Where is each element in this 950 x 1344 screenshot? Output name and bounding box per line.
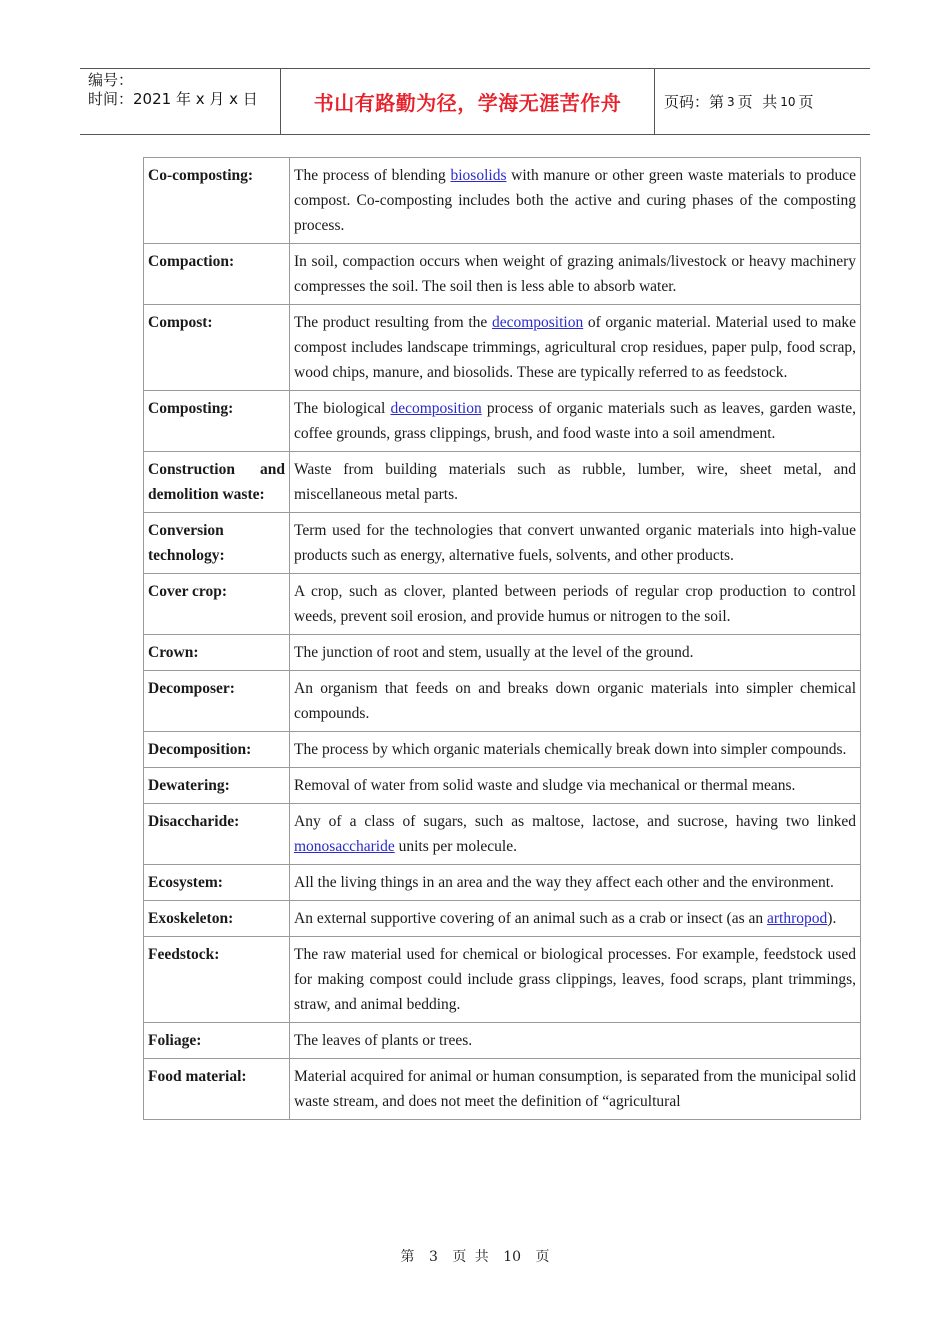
page-prefix: 页码：第 — [664, 93, 725, 111]
page-total: 10 — [780, 94, 796, 109]
glossary-row — [144, 574, 861, 635]
glossary-definition — [290, 804, 861, 865]
glossary-row — [144, 452, 861, 513]
glossary-definition — [290, 452, 861, 513]
header-meta — [88, 71, 278, 109]
glossary-row — [144, 865, 861, 901]
definition-text: An organism that feeds on and breaks down organic materials into simpler chemical compounds. — [294, 680, 856, 722]
glossary-term: Feedstock: — [144, 937, 290, 1023]
footer-mid: 页 共 — [452, 1249, 489, 1265]
footer-current: 3 — [428, 1249, 438, 1265]
glossary-definition — [290, 513, 861, 574]
glossary-row — [144, 732, 861, 768]
glossary-term: Disaccharide: — [144, 804, 290, 865]
glossary-definition — [290, 732, 861, 768]
glossary-row — [144, 305, 861, 391]
glossary-term: Crown: — [144, 635, 290, 671]
footer-suffix: 页 — [535, 1249, 550, 1265]
page-current: 3 — [727, 94, 735, 109]
glossary-term: Composting: — [144, 391, 290, 452]
page-footer — [0, 1246, 950, 1266]
glossary-definition — [290, 901, 861, 937]
page-header — [80, 68, 870, 135]
document-date: 时间：2021 年 x 月 x 日 — [88, 90, 258, 108]
glossary-row — [144, 635, 861, 671]
definition-text: units per molecule. — [394, 838, 517, 855]
definition-text: The biological — [294, 400, 391, 417]
glossary-definition — [290, 671, 861, 732]
glossary-term: Food material: — [144, 1059, 290, 1120]
glossary-row — [144, 513, 861, 574]
definition-text: Material acquired for animal or human consumption, is separated from the municipal solid waste stream, and does not meet the definition of “agricultural — [294, 1068, 856, 1110]
definition-text: The raw material used for chemical or biological processes. For example, feedstock used for making compost could include grass clippings, leaves, food scraps, plant trimmings, straw, and animal bedding. — [294, 946, 856, 1013]
glossary-term: Decomposition: — [144, 732, 290, 768]
glossary-row — [144, 158, 861, 244]
definition-text: All the living things in an area and the way they affect each other and the environment. — [294, 874, 834, 891]
definition-text: ). — [827, 910, 837, 927]
glossary-term-link[interactable]: monosaccharide — [294, 838, 395, 855]
glossary-term: Ecosystem: — [144, 865, 290, 901]
glossary-term: Compaction: — [144, 244, 290, 305]
glossary-row — [144, 901, 861, 937]
glossary-term-link[interactable]: decomposition — [390, 400, 482, 417]
page-suffix: 页 — [798, 93, 814, 111]
glossary-definition — [290, 937, 861, 1023]
page-mid: 页 共 — [737, 93, 778, 111]
definition-text: The process by which organic materials chemically break down into simpler compounds. — [294, 741, 847, 758]
glossary-definition — [290, 865, 861, 901]
glossary-term: Construction and demolition waste: — [144, 452, 290, 513]
glossary-row — [144, 768, 861, 804]
glossary-definition — [290, 1023, 861, 1059]
definition-text: with manure or other green waste materials to produce compost. Co-composting includes both the active and curing phases of the composting process. — [294, 167, 856, 234]
definition-text: The leaves of plants or trees. — [294, 1032, 473, 1049]
glossary-term: Exoskeleton: — [144, 901, 290, 937]
glossary-table — [143, 157, 861, 1120]
glossary-term: Dewatering: — [144, 768, 290, 804]
glossary-term: Co-composting: — [144, 158, 290, 244]
definition-text: A crop, such as clover, planted between periods of regular crop production to control weeds, prevent soil erosion, and provide humus or nitrogen to the soil. — [294, 583, 856, 625]
definition-text: Any of a class of sugars, such as maltose, lactose, and sucrose, having two linked — [294, 813, 856, 830]
glossary-row — [144, 804, 861, 865]
glossary-definition — [290, 1059, 861, 1120]
footer-total: 10 — [503, 1249, 522, 1265]
glossary-term: Cover crop: — [144, 574, 290, 635]
definition-text: In soil, compaction occurs when weight of grazing animals/livestock or heavy machinery compresses the soil. The soil then is less able to absorb water. — [294, 253, 856, 295]
header-motto: 书山有路勤为径，学海无涯苦作舟 — [313, 91, 622, 115]
definition-text: process of organic materials such as leaves, garden waste, coffee grounds, grass clippings, brush, and food waste into a soil amendment. — [294, 400, 856, 442]
glossary-term: Conversion technology: — [144, 513, 290, 574]
glossary-row — [144, 1023, 861, 1059]
header-page-indicator — [664, 69, 814, 134]
document-number-label: 编号： — [88, 71, 134, 89]
definition-text: The product resulting from the — [294, 314, 492, 331]
header-divider — [654, 69, 655, 134]
glossary-row — [144, 671, 861, 732]
definition-text: of organic material. Material used to make compost includes landscape trimmings, agricultural crop residues, paper pulp, food scrap, wood chips, manure, and biosolids. These are typically referred to as feedstock. — [294, 314, 856, 381]
definition-text: Term used for the technologies that convert unwanted organic materials into high-value products such as energy, alternative fuels, solvents, and other products. — [294, 522, 856, 564]
glossary-term-link[interactable]: arthropod — [767, 910, 828, 927]
definition-text: An external supportive covering of an animal such as a crab or insect (as an — [294, 910, 768, 927]
glossary-definition — [290, 158, 861, 244]
glossary-term-link[interactable]: decomposition — [491, 314, 584, 331]
glossary-definition — [290, 244, 861, 305]
definition-text: Waste from building materials such as rubble, lumber, wire, sheet metal, and miscellaneous metal parts. — [294, 461, 856, 503]
glossary-definition — [290, 305, 861, 391]
glossary-row — [144, 937, 861, 1023]
glossary-definition — [290, 635, 861, 671]
glossary-definition — [290, 391, 861, 452]
footer-prefix: 第 — [400, 1249, 415, 1265]
definition-text: The junction of root and stem, usually at the level of the ground. — [294, 644, 694, 661]
definition-text: Removal of water from solid waste and sludge via mechanical or thermal means. — [294, 777, 796, 794]
glossary-definition — [290, 574, 861, 635]
definition-text: The process of blending — [294, 167, 451, 184]
glossary-row — [144, 244, 861, 305]
glossary-term: Decomposer: — [144, 671, 290, 732]
glossary-term-link[interactable]: biosolids — [450, 167, 507, 184]
glossary-row — [144, 391, 861, 452]
glossary-term: Compost: — [144, 305, 290, 391]
glossary-row — [144, 1059, 861, 1120]
glossary-definition — [290, 768, 861, 804]
glossary-term: Foliage: — [144, 1023, 290, 1059]
